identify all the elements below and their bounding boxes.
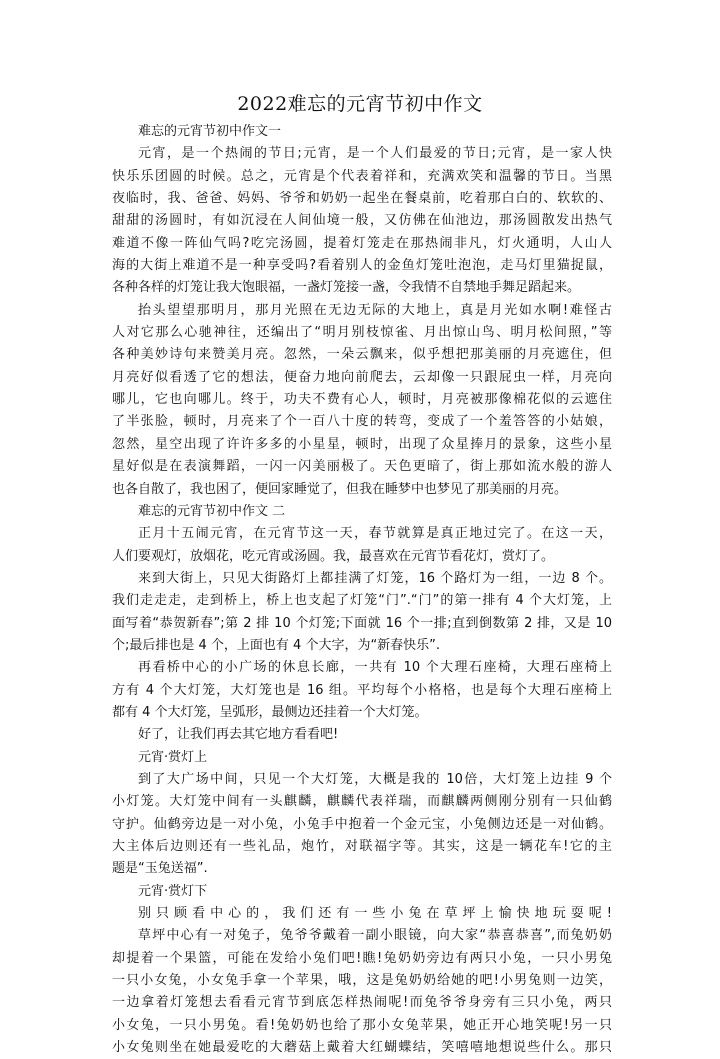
text-line: 守护。仙鹤旁边是一对小兔，小兔手中抱着一个金元宝，小兔侧边还是一对仙鹤。 <box>112 816 612 832</box>
text-line: 我们走走走，走到桥上，桥上也支起了灯笼“门”.“门”的第一排有 4 个大灯笼，上 <box>112 593 612 609</box>
section-heading: 元宵·赏灯下 <box>138 883 208 899</box>
text-line: 一只小女兔，小女兔手拿一个苹果，哦，这是兔奶奶给她的吧!小男兔则一边笑， <box>112 973 612 989</box>
text-line: 草坪中心有一对兔子，兔爷爷戴着一副小眼镜，向大家“恭喜恭喜”,而兔奶奶 <box>138 928 612 944</box>
text-line: 却提着一个果篮，可能在发给小兔们吧!瞧!兔奶奶旁边有两只小兔，一只小男兔 <box>112 950 612 966</box>
text-line: 正月十五闹元宵，在元宵节这一天，春节就算是真正地过完了。在这一天， <box>138 526 612 542</box>
text-line: 人对它那么心驰神往，还编出了“明月别枝惊雀、月出惊山鸟、明月松间照，”等 <box>112 325 612 341</box>
text-line: 各种各样的灯笼让我大饱眼福，一盏灯笼接一盏，令我情不自禁地手舞足蹈起来。 <box>112 280 581 296</box>
text-line: 别只顾看中心的，我们还有一些小兔在草坪上愉快地玩耍呢! <box>138 906 612 922</box>
text-line: 各种美妙诗句来赞美月亮。忽然，一朵云飘来，似乎想把那美丽的月亮遮住，但 <box>112 347 612 363</box>
text-line: 抬头望望那明月，那月光照在无边无际的大地上，真是月光如水啊!难怪古 <box>138 302 612 318</box>
text-line: 月亮好似看透了它的想法，便奋力地向前爬去，云却像一只跟屁虫一样，月亮向 <box>112 369 612 385</box>
text-line: 到了大广场中间，只见一个大灯笼，大概是我的 10倍，大灯笼上边挂 9 个 <box>138 771 612 787</box>
text-line: 个;最后排也是 4 个，上面也有 4 个大字，为“新春快乐”. <box>112 637 441 653</box>
text-line: 也各自散了，我也困了，便回家睡觉了，但我在睡梦中也梦见了那美丽的月亮。 <box>112 481 568 497</box>
section-heading: 好了，让我们再去其它地方看看吧! <box>138 727 339 743</box>
document-title: 2022难忘的元宵节初中作文 <box>237 93 483 115</box>
text-line: 哪儿，它也向哪儿。终于，功夫不费有心人，顿时，月亮被那像棉花似的云遮住 <box>112 392 612 408</box>
document-body <box>112 121 612 1059</box>
text-line: 了半张脸，顿时，月亮来了个一百八十度的转弯，变成了一个羞答答的小姑娘， <box>112 414 612 430</box>
text-line: 快乐乐团圆的时候。总之，元宵是个代表着祥和，充满欢笑和温馨的节日。当黑 <box>112 168 612 184</box>
text-line: 人们要观灯，放烟花，吃元宵或汤圆。我，最喜欢在元宵节看花灯，赏灯了。 <box>112 548 555 564</box>
text-line: 难道不像一阵仙气吗?吃完汤圆，提着灯笼走在那热闹非凡，灯火通明，人山人 <box>112 235 612 251</box>
text-line: 小女兔，一只小男兔。看!兔奶奶也给了那小女兔苹果，她正开心地笑呢!另一只 <box>112 1017 612 1033</box>
text-line: 大主体后边则还有一些礼品，炮竹，对联福字等。其实，这是一辆花车!它的主 <box>112 839 612 854</box>
text-line: 方有 4 个大灯笼，大灯笼也是 16 组。平均每个小格格，也是每个大理石座椅上 <box>112 682 612 698</box>
text-line: 都有 4 个大灯笼，呈弧形，最侧边还挂着一个大灯笼。 <box>112 704 428 720</box>
text-line: 来到大街上，只见大街路灯上都挂满了灯笼，16 个路灯为一组，一边 8 个。 <box>138 570 612 586</box>
section-heading: 元宵·赏灯上 <box>138 749 208 765</box>
text-line: 再看桥中心的小广场的休息长廊，一共有 10 个大理石座椅，大理石座椅上 <box>138 660 612 676</box>
text-line: 夜临时，我、爸爸、妈妈、爷爷和奶奶一起坐在餐桌前，吃着那白白的、软软的、 <box>112 191 612 207</box>
text-line: 题是“玉兔送福”. <box>112 861 208 877</box>
section-heading: 难忘的元宵节初中作文一 <box>138 124 282 139</box>
text-line: 海的大街上难道不是一种享受吗?看着别人的金鱼灯笼吐泡泡，走马灯里猫捉鼠， <box>112 258 612 274</box>
text-line: 小女兔则坐在她最爱吃的大蘑菇上戴着大红蝴蝶结，笑嘻嘻地想说些什么。那只 <box>112 1040 612 1056</box>
text-line: 面写着“恭贺新春”;第 2 排 10 个灯笼;下面就 16 个一排;直到倒数第 2 排，又是 10 <box>112 615 612 631</box>
text-line: 忽然，星空出现了许许多多的小星星，顿时，出现了众星捧月的景象，这些小星 <box>112 436 612 452</box>
text-line: 元宵，是一个热闹的节日;元宵，是一个人们最爱的节日;元宵，是一家人快 <box>138 146 612 162</box>
text-line: 一边拿着灯笼想去看看元宵节到底怎样热闹呢!而兔爷爷身旁有三只小兔，两只 <box>112 995 612 1011</box>
text-line: 小灯笼。大灯笼中间有一头麒麟，麒麟代表祥瑞，而麒麟两侧刚分别有一只仙鹤 <box>112 794 612 810</box>
section-heading: 难忘的元宵节初中作文 二 <box>138 503 286 519</box>
text-line: 甜甜的汤圆时，有如沉浸在人间仙境一般，又仿佛在仙池边，那汤圆散发出热气 <box>112 213 612 229</box>
text-line: 星好似是在表演舞蹈，一闪一闪美丽极了。天色更暗了，街上那如流水般的游人 <box>112 459 612 475</box>
